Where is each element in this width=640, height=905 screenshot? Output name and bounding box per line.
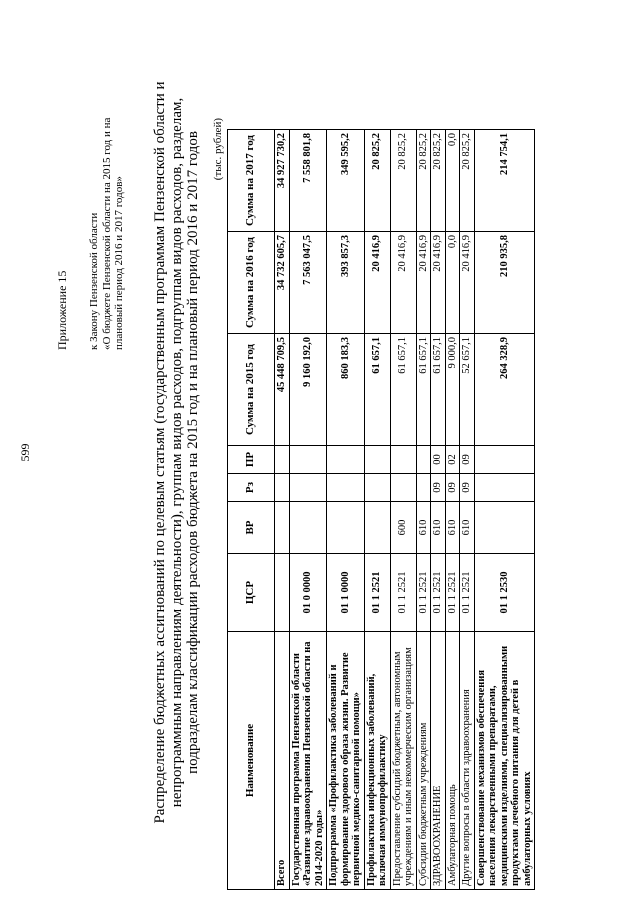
cell-pr: 00 bbox=[431, 446, 446, 474]
cell-sum-2016: 20 416,9 bbox=[460, 232, 475, 334]
table-row bbox=[416, 130, 431, 890]
cell-rz: 09 bbox=[460, 474, 475, 502]
cell-sum-2015: 264 328,9 bbox=[474, 334, 535, 446]
cell-pr bbox=[289, 446, 327, 474]
cell-sum-2015: 9 160 192,0 bbox=[289, 334, 327, 446]
cell-pr: 09 bbox=[460, 446, 475, 474]
cell-name: Амбулаторная помощь bbox=[445, 632, 460, 890]
cell-vr bbox=[275, 502, 290, 554]
header-sum-2015: Сумма на 2015 год bbox=[228, 334, 275, 446]
cell-sum-2016: 20 416,9 bbox=[431, 232, 446, 334]
page-number: 599 bbox=[18, 443, 32, 462]
cell-rz: 09 bbox=[445, 474, 460, 502]
table-row bbox=[327, 130, 365, 890]
table-row bbox=[289, 130, 327, 890]
table-body bbox=[275, 130, 535, 890]
table-row bbox=[431, 130, 446, 890]
cell-sum-2016: 0,0 bbox=[445, 232, 460, 334]
cell-sum-2017: 20 825,2 bbox=[416, 130, 431, 232]
table-title-line: непрограммным направлениям деятельности), группам видов расходов, подгруппам видов расходов, разделам, bbox=[168, 97, 185, 808]
cell-pr bbox=[390, 446, 416, 474]
table-title bbox=[152, 60, 202, 845]
law-reference-line: плановый период 2016 и 2017 годов» bbox=[113, 176, 125, 350]
cell-vr: 600 bbox=[390, 502, 416, 554]
cell-pr: 02 bbox=[445, 446, 460, 474]
cell-name: Всего bbox=[275, 632, 290, 890]
cell-sum-2015: 61 657,1 bbox=[431, 334, 446, 446]
cell-sum-2017: 20 825,2 bbox=[431, 130, 446, 232]
cell-pr bbox=[474, 446, 535, 474]
cell-vr bbox=[289, 502, 327, 554]
cell-name: Предоставление субсидий бюджетным, автономным учреждениям и иным некоммерческим организациям bbox=[390, 632, 416, 890]
cell-csr: 01 0 0000 bbox=[289, 554, 327, 632]
header-vr: ВР bbox=[228, 502, 275, 554]
header-name: Наименование bbox=[228, 632, 275, 890]
cell-sum-2016: 393 857,3 bbox=[327, 232, 365, 334]
cell-csr: 01 1 2521 bbox=[364, 554, 390, 632]
cell-sum-2015: 61 657,1 bbox=[416, 334, 431, 446]
cell-vr bbox=[327, 502, 365, 554]
cell-rz bbox=[390, 474, 416, 502]
cell-csr: 01 1 2530 bbox=[474, 554, 535, 632]
cell-sum-2016: 20 416,9 bbox=[364, 232, 390, 334]
cell-name: ЗДРАВООХРАНЕНИЕ bbox=[431, 632, 446, 890]
header-csr: ЦСР bbox=[228, 554, 275, 632]
cell-sum-2017: 20 825,2 bbox=[390, 130, 416, 232]
cell-name: Государственная программа Пензенской области «Развитие здравоохранения Пензенской области на 2014-2020 годы» bbox=[289, 632, 327, 890]
table-row bbox=[275, 130, 290, 890]
table-title-line: Распределение бюджетных ассигнований по целевым статьям (государственным программам Пензенской области и bbox=[152, 81, 168, 824]
cell-sum-2017: 20 825,2 bbox=[460, 130, 475, 232]
header-pr: ПР bbox=[228, 446, 275, 474]
cell-sum-2016: 7 563 047,5 bbox=[289, 232, 327, 334]
cell-sum-2015: 61 657,1 bbox=[390, 334, 416, 446]
table-header-row bbox=[228, 130, 275, 890]
cell-vr bbox=[474, 502, 535, 554]
appendix-label: Приложение 15 bbox=[55, 270, 69, 350]
header-sum-2016: Сумма на 2016 год bbox=[228, 232, 275, 334]
cell-pr bbox=[275, 446, 290, 474]
cell-rz: 09 bbox=[431, 474, 446, 502]
cell-sum-2016: 20 416,9 bbox=[390, 232, 416, 334]
cell-name: Профилактика инфекционных заболеваний, включая иммунопрофилактику bbox=[364, 632, 390, 890]
cell-sum-2015: 52 657,1 bbox=[460, 334, 475, 446]
header-rz: Рз bbox=[228, 474, 275, 502]
cell-vr: 610 bbox=[445, 502, 460, 554]
table-title-line: подразделам классификации расходов бюджета на 2015 год и на плановый период 2016 и 2017 годов bbox=[185, 131, 201, 774]
cell-sum-2016: 20 416,9 bbox=[416, 232, 431, 334]
cell-sum-2015: 61 657,1 bbox=[364, 334, 390, 446]
cell-csr: 01 1 0000 bbox=[327, 554, 365, 632]
table-row bbox=[445, 130, 460, 890]
cell-rz bbox=[364, 474, 390, 502]
cell-csr: 01 1 2521 bbox=[390, 554, 416, 632]
cell-sum-2015: 9 000,0 bbox=[445, 334, 460, 446]
cell-sum-2015: 860 183,3 bbox=[327, 334, 365, 446]
cell-sum-2017: 349 595,2 bbox=[327, 130, 365, 232]
budget-table bbox=[227, 129, 535, 890]
cell-rz bbox=[416, 474, 431, 502]
table-row bbox=[390, 130, 416, 890]
law-reference-line: «О бюджете Пензенской области на 2015 год и на bbox=[100, 117, 113, 350]
cell-csr: 01 1 2521 bbox=[431, 554, 446, 632]
cell-rz bbox=[275, 474, 290, 502]
cell-pr bbox=[364, 446, 390, 474]
header-sum-2017: Сумма на 2017 год bbox=[228, 130, 275, 232]
cell-csr: 01 1 2521 bbox=[416, 554, 431, 632]
cell-rz bbox=[474, 474, 535, 502]
law-reference bbox=[88, 20, 126, 350]
cell-sum-2016: 210 935,8 bbox=[474, 232, 535, 334]
cell-vr: 610 bbox=[416, 502, 431, 554]
cell-csr: 01 1 2521 bbox=[460, 554, 475, 632]
cell-sum-2016: 34 732 605,7 bbox=[275, 232, 290, 334]
cell-vr bbox=[364, 502, 390, 554]
cell-name: Совершенствование механизмов обеспечения населения лекарственными препаратами, медицинскими изделиями, специализированными продуктами лечебного питания для детей в амбулаторных условиях bbox=[474, 632, 535, 890]
cell-name: Подпрограмма «Профилактика заболеваний и формирование здорового образа жизни. Развитие первичной медико-санитарной помощи» bbox=[327, 632, 365, 890]
law-reference-line: к Закону Пензенской области bbox=[88, 212, 100, 350]
cell-csr bbox=[275, 554, 290, 632]
cell-sum-2015: 45 448 709,5 bbox=[275, 334, 290, 446]
cell-name: Субсидии бюджетным учреждениям bbox=[416, 632, 431, 890]
table-row bbox=[474, 130, 535, 890]
cell-rz bbox=[327, 474, 365, 502]
cell-pr bbox=[327, 446, 365, 474]
cell-vr: 610 bbox=[431, 502, 446, 554]
cell-vr: 610 bbox=[460, 502, 475, 554]
cell-sum-2017: 7 558 801,8 bbox=[289, 130, 327, 232]
cell-name: Другие вопросы в области здравоохранения bbox=[460, 632, 475, 890]
cell-sum-2017: 20 825,2 bbox=[364, 130, 390, 232]
cell-pr bbox=[416, 446, 431, 474]
units-note: (тыс. рублей) bbox=[212, 118, 224, 181]
cell-rz bbox=[289, 474, 327, 502]
cell-sum-2017: 34 927 730,2 bbox=[275, 130, 290, 232]
cell-csr: 01 1 2521 bbox=[445, 554, 460, 632]
table-row bbox=[364, 130, 390, 890]
cell-sum-2017: 214 754,1 bbox=[474, 130, 535, 232]
table-row bbox=[460, 130, 475, 890]
cell-sum-2017: 0,0 bbox=[445, 130, 460, 232]
